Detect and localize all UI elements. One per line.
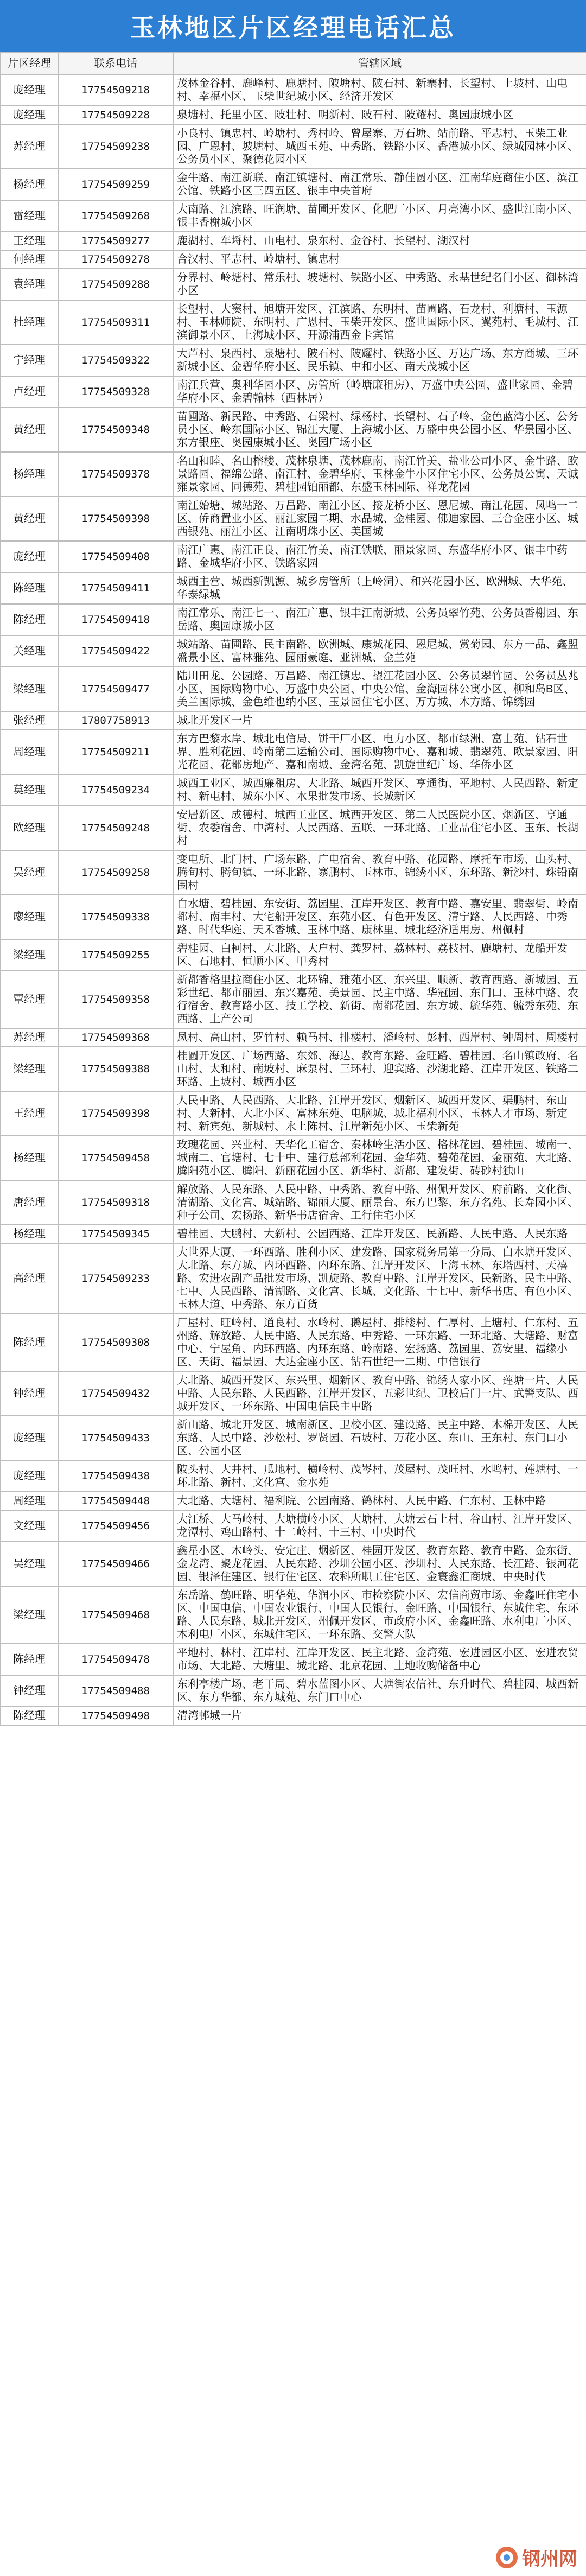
manager-cell: 黄经理: [1, 497, 58, 541]
manager-cell: 周经理: [1, 1492, 58, 1510]
area-cell: 大北路、大塘村、福利院、公园南路、鹤林村、人民中路、仁东村、玉林中路: [173, 1492, 586, 1510]
manager-cell: 庞经理: [1, 541, 58, 573]
table-row: [1, 1028, 586, 1047]
table-row: [1, 1416, 586, 1460]
manager-cell: 梁经理: [1, 1047, 58, 1091]
table-row: [1, 895, 586, 939]
table-header-row: [1, 53, 586, 74]
phone-cell: 17754509398: [58, 1091, 173, 1136]
phone-cell: 17754509468: [58, 1586, 173, 1644]
area-cell: 东利亭楼广场、老干局、碧水蓝图小区、大塘街农信社、东升时代、碧桂园、城西新区、东方华都、东方城苑、东门口中心: [173, 1675, 586, 1707]
area-cell: 厂屋村、旺岭村、道良村、水岭村、鹅屋村、排楼村、仁厚村、上塘村、仁东村、五州路、解放路、人民中路、人民东路、中秀路、一环东路、一环北路、大塘路、财富中心、宁屋角、内环西路、内环东路、岭南路、宏扬路、荔园里、荔安里、福缘小区、天街、福景园、大达金座小区、钻石世纪一二期、中信银行: [173, 1314, 586, 1371]
phone-cell: 17754509322: [58, 345, 173, 376]
phone-cell: 17754509211: [58, 730, 173, 774]
manager-cell: 莫经理: [1, 774, 58, 806]
table-row: [1, 1136, 586, 1180]
header-area: 管辖区域: [173, 53, 586, 74]
table-row: [1, 667, 586, 711]
area-cell: 大芦村、泉西村、泉塘村、陂石村、陂耀村、铁路小区、万达广场、东方商城、三环新城小区、金碧华府小区、民乐镇、中和小区、南天茂城小区: [173, 345, 586, 376]
phone-cell: 17754509456: [58, 1510, 173, 1542]
phone-cell: 17754509338: [58, 895, 173, 939]
manager-cell: 黄经理: [1, 408, 58, 452]
area-cell: 城站路、苗圃路、民主南路、欧洲城、康城花园、恩尼城、赏菊园、东方一品、鑫盟盛景小区、富林雅苑、园丽豪庭、亚洲城、金兰苑: [173, 635, 586, 667]
area-cell: 东岳路、鹤旺路、明华苑、华润小区、市检察院小区、宏信商贸市场、金鑫旺住宅小区、中国电信、中国农业银行、中国人民银行、金旺路、中国银行、东城住宅、东环路、人民东路、城北开发区、州佩开发区、市政府小区、金鑫旺路、水利电厂小区、木利电厂小区、东城住宅区、一环东路、交警大队: [173, 1586, 586, 1644]
table-row: [1, 345, 586, 376]
manager-cell: 何经理: [1, 250, 58, 269]
manager-cell: 钟经理: [1, 1675, 58, 1707]
table-row: [1, 200, 586, 232]
manager-cell: 钟经理: [1, 1371, 58, 1416]
phone-cell: 17754509478: [58, 1644, 173, 1675]
phone-cell: 17754509398: [58, 497, 173, 541]
phone-cell: 17754509348: [58, 408, 173, 452]
phone-cell: 17754509411: [58, 573, 173, 604]
area-cell: 清湾邨城一片: [173, 1707, 586, 1725]
table-row: [1, 1586, 586, 1644]
manager-cell: 覃经理: [1, 971, 58, 1028]
table-row: [1, 232, 586, 250]
phone-cell: 17754509358: [58, 971, 173, 1028]
phone-cell: 17754509368: [58, 1028, 173, 1047]
area-cell: 桂圆开发区、广场西路、东郊、海达、教育东路、金旺路、碧桂园、名山镇政府、名山村、太和村、南坡村、麻泵村、三环村、迎宾路、沙湖北路、江岸开发区、铁路二环路、上坡村、城西小区: [173, 1047, 586, 1091]
table-row: [1, 850, 586, 895]
page-title: 玉林地区片区经理电话汇总: [130, 13, 456, 42]
area-cell: 鑫星小区、木岭头、安定庄、烟新区、桂园开发区、教育东路、教育中路、金东街、金龙湾、聚龙花园、人民东路、沙圳公园小区、沙圳村、人民东路、长江路、银河花园、银泽住建区、银行住宅区、农科所职工住宅区、金寰鑫汇商城、中央时代: [173, 1542, 586, 1586]
table-row: [1, 1510, 586, 1542]
area-cell: 碧桂园、大鹏村、大新村、公园西路、江岸开发区、民新路、人民中路、人民东路: [173, 1225, 586, 1243]
table-row: [1, 1492, 586, 1510]
table-row: [1, 1180, 586, 1225]
phone-cell: 17754509432: [58, 1371, 173, 1416]
area-cell: 南江始塘、城站路、万昌路、南江小区、接龙桥小区、恩尼城、南江花园、凤鸣一二区、侨商置业小区、丽江家园二期、水晶城、金桂园、佛迪家园、三合金座小区、城西银苑、丽江小区、江南明珠小区、美国城: [173, 497, 586, 541]
area-cell: 南江兵营、奥利华园小区、房管所（岭塘廉租房）、万盛中央公园、盛世家园、金碧华府小区、金碧翰林（西林居）: [173, 376, 586, 408]
phone-cell: 17754509255: [58, 939, 173, 971]
table-row: [1, 711, 586, 730]
area-cell: 大北路、城西开发区、东兴里、烟新区、教育中路、锦绣人家小区、莲塘一片、人民中路、人民东路、人民西路、江岸开发区、五彩世纪、卫校后门一片、武警支队、西城开发区、一环东路、中国电信民主中路: [173, 1371, 586, 1416]
table-row: [1, 806, 586, 850]
table-row: [1, 1707, 586, 1725]
phone-cell: 17754509268: [58, 200, 173, 232]
phone-cell: 17754509448: [58, 1492, 173, 1510]
phone-cell: 17754509477: [58, 667, 173, 711]
manager-cell: 杨经理: [1, 452, 58, 497]
header-manager: 片区经理: [1, 53, 58, 74]
table-row: [1, 269, 586, 300]
phone-cell: 17754509311: [58, 300, 173, 345]
area-cell: 玫瑰花园、兴业村、天华化工宿舍、秦林岭生活小区、格林花园、碧桂园、城南一、城南二、官塘村、七十中、建行总部利花园、金华苑、碧苑花园、金丽苑、大北路、腾阳苑小区、腾阳、新丽花园小区、新华村、新都、建发街、砖砂村独山: [173, 1136, 586, 1180]
phone-cell: 17754509422: [58, 635, 173, 667]
area-cell: 安居新区、成德村、城西工业区、城西开发区、第二人民医院小区、烟新区、亨通街、农委宿舍、中湾村、人民西路、五联、一环北路、工业品住宅小区、玉东、长湖村: [173, 806, 586, 850]
phone-cell: 17754509408: [58, 541, 173, 573]
table-row: [1, 106, 586, 124]
area-cell: 鹿湖村、车埒村、山电村、泉东村、金谷村、长望村、湖汉村: [173, 232, 586, 250]
table-row: [1, 635, 586, 667]
manager-cell: 欧经理: [1, 806, 58, 850]
table-row: [1, 541, 586, 573]
manager-cell: 宁经理: [1, 345, 58, 376]
table-row: [1, 250, 586, 269]
manager-cell: 雷经理: [1, 200, 58, 232]
area-cell: 城西主营、城西新凯源、城乡房管所（上岭洞）、和兴花园小区、欧洲城、大华苑、华泰绿城: [173, 573, 586, 604]
phone-cell: 17754509234: [58, 774, 173, 806]
phone-cell: 17807758913: [58, 711, 173, 730]
phone-cell: 17754509418: [58, 604, 173, 635]
manager-cell: 陈经理: [1, 573, 58, 604]
manager-cell: 陈经理: [1, 1644, 58, 1675]
table-row: [1, 497, 586, 541]
area-cell: 茂林金谷村、鹿峰村、鹿塘村、陂塘村、陂石村、新寨村、长望村、上坡村、山电村、幸福小区、玉柴世纪城小区、经济开发区: [173, 74, 586, 106]
table-row: [1, 1243, 586, 1314]
area-cell: 南江常乐、南江七一、南江广惠、银丰江南新城、公务员翠竹苑、公务员香榭园、东岳路、奥园康城小区: [173, 604, 586, 635]
area-cell: 大江桥、大马岭村、大塘横岭小区、大塘村、大塘云石上村、谷山村、江岸开发区、龙潭村、鸡山路村、十二岭村、十三村、中央时代: [173, 1510, 586, 1542]
table-row: [1, 1314, 586, 1371]
manager-cell: 陈经理: [1, 1314, 58, 1371]
table-body: [1, 74, 586, 1725]
area-cell: 白水塘、碧桂园、东安街、荔园里、江岸开发区、教育中路、嘉安里、翡翠街、岭南都村、南丰村、大宅船开发区、东苑小区、有色开发区、清宁路、人民西路、中秀路、时代华庭、天禾香城、玉林中路、康林里、城北经济适用房、州佩村: [173, 895, 586, 939]
area-cell: 金牛路、南江新联、南江镇塘村、南江常乐、静佳圆小区、江南华庭商住小区、滨江公馆、铁路小区三四五区、银丰中央首府: [173, 169, 586, 200]
manager-cell: 高经理: [1, 1243, 58, 1314]
manager-cell: 梁经理: [1, 1586, 58, 1644]
area-cell: 南江广惠、南江正良、南江竹美、南江铁联、丽景家园、东盛华府小区、银丰中药路、金城华府小区、铁路家园: [173, 541, 586, 573]
area-cell: 泉塘村、托里小区、陂壮村、明新村、陂石村、陂耀村、奥园康城小区: [173, 106, 586, 124]
table-row: [1, 169, 586, 200]
manager-cell: 袁经理: [1, 269, 58, 300]
phone-cell: 17754509259: [58, 169, 173, 200]
area-cell: 变电所、北门村、广场东路、广电宿舍、教育中路、花园路、摩托车市场、山头村、腾旬村、腾旬镇、一环北路、寨鹏村、玉林市、锦绣小区、东环路、新沙村、珠铅南围村: [173, 850, 586, 895]
area-cell: 分界村、岭塘村、常乐村、坡塘村、铁路小区、中秀路、永基世纪名门小区、御林湾小区: [173, 269, 586, 300]
manager-cell: 廖经理: [1, 895, 58, 939]
table-row: [1, 300, 586, 345]
manager-cell: 王经理: [1, 232, 58, 250]
manager-cell: 张经理: [1, 711, 58, 730]
table-row: [1, 1675, 586, 1707]
area-cell: 大南路、江滨路、旺润塘、苗圃开发区、化肥厂小区、月亮湾小区、盛世江南小区、银丰香榭城小区: [173, 200, 586, 232]
manager-cell: 吴经理: [1, 850, 58, 895]
table-row: [1, 1047, 586, 1091]
header-phone: 联系电话: [58, 53, 173, 74]
area-cell: 新山路、城北开发区、城南新区、卫校小区、建设路、民主中路、木棉开发区、人民东路、人民中路、沙松村、罗贤园、石坡村、万花小区、东山、王东村、东门口小区、公园小区: [173, 1416, 586, 1460]
table-row: [1, 1542, 586, 1586]
manager-cell: 关经理: [1, 635, 58, 667]
area-cell: 新都香格里拉商住小区、北环锦、雅苑小区、东兴里、顺新、教育西路、新城园、五彩世纪、都市丽园、东兴嘉苑、美景园、民主中路、华冠园、东门口、玉林中路、农行宿舍、教育路小区、技工学校、新街、南都花园、东方城、毓华苑、毓秀东苑、东西路、土产公司: [173, 971, 586, 1028]
manager-cell: 卢经理: [1, 376, 58, 408]
phone-cell: 17754509308: [58, 1314, 173, 1371]
area-cell: 名山和睦、名山榕楼、茂林泉塘、茂林鹿南、南江竹美、盐业公司小区、金牛路、欧景路园、福绵公路、南江村、金碧华府、玉林金牛小区住宅小区、公务员公寓、天诚雍景家园、同德苑、碧桂园铂丽都、东盛玉林国际、祥龙花园: [173, 452, 586, 497]
area-cell: 碧桂园、白柯村、大北路、大户村、龚罗村、荔林村、荔枝村、鹿塘村、龙船开发区、石地村、恒顺小区、甲秀村: [173, 939, 586, 971]
phone-cell: 17754509288: [58, 269, 173, 300]
area-cell: 城北开发区一片: [173, 711, 586, 730]
manager-cell: 文经理: [1, 1510, 58, 1542]
table-row: [1, 408, 586, 452]
phone-cell: 17754509378: [58, 452, 173, 497]
manager-cell: 庞经理: [1, 74, 58, 106]
phone-cell: 17754509388: [58, 1047, 173, 1091]
manager-cell: 梁经理: [1, 939, 58, 971]
manager-cell: 杨经理: [1, 169, 58, 200]
site-logo-icon: [495, 2546, 519, 2569]
phone-cell: 17754509438: [58, 1460, 173, 1492]
phone-cell: 17754509433: [58, 1416, 173, 1460]
area-cell: 大世界大厦、一环西路、胜利小区、建发路、国家税务局第一分局、白水塘开发区、大北路、东方城、内环西路、内环东路、江岸开发区、上海玉林、东塔西村、天禧路、宏进农副产品批发市场、凯旋路、教育中路、江岸开发区、民新路、民主中路、七中、人民西路、清湖路、文化宫、长城、文化路、十七中、新华书店、有色小区、玉林大道、中秀路、东方百货: [173, 1243, 586, 1314]
manager-cell: 陈经理: [1, 1707, 58, 1725]
manager-cell: 唐经理: [1, 1180, 58, 1225]
manager-cell: 梁经理: [1, 667, 58, 711]
area-cell: 凤村、高山村、罗竹村、赖马村、排楼村、潘岭村、彭村、西岸村、钟周村、周楼村: [173, 1028, 586, 1047]
table-row: [1, 939, 586, 971]
phone-cell: 17754509233: [58, 1243, 173, 1314]
manager-cell: 吴经理: [1, 1542, 58, 1586]
table-row: [1, 573, 586, 604]
manager-cell: 杨经理: [1, 1225, 58, 1243]
table-row: [1, 1460, 586, 1492]
table-row: [1, 1091, 586, 1136]
area-cell: 合汉村、平志村、岭塘村、镇忠村: [173, 250, 586, 269]
manager-cell: 庞经理: [1, 1416, 58, 1460]
manager-cell: 庞经理: [1, 106, 58, 124]
watermark-text: 钢州网: [522, 2548, 577, 2570]
phone-cell: 17754509228: [58, 106, 173, 124]
manager-cell: 苏经理: [1, 124, 58, 169]
phone-cell: 17754509345: [58, 1225, 173, 1243]
manager-cell: 王经理: [1, 1091, 58, 1136]
area-cell: 城西工业区、城西廉租房、大北路、城西开发区、亨通街、平地村、人民西路、新定村、新屯村、城东小区、水果批发市场、长城新区: [173, 774, 586, 806]
manager-cell: 杜经理: [1, 300, 58, 345]
manager-table: [0, 52, 586, 1726]
area-cell: 陆川田龙、公园路、万昌路、南江镇忠、望江花园小区、公务员翠竹园、公务员丛兆小区、国际购物中心、万盛中央公园、中央公馆、金海园林公寓小区、柳和岛B区、美兰国际城、金色维也纳小区、玉景园住宅小区、万方城、木方路、锦绣园: [173, 667, 586, 711]
phone-cell: 17754509278: [58, 250, 173, 269]
table-row: [1, 1225, 586, 1243]
table-row: [1, 1371, 586, 1416]
phone-cell: 17754509318: [58, 1180, 173, 1225]
table-row: [1, 971, 586, 1028]
phone-cell: 17754509498: [58, 1707, 173, 1725]
area-cell: 陂头村、大井村、瓜地村、横岭村、茂岑村、茂屋村、茂旺村、水鸣村、莲塘村、一环北路、新村、文化宫、金水苑: [173, 1460, 586, 1492]
phone-cell: 17754509488: [58, 1675, 173, 1707]
table-row: [1, 1644, 586, 1675]
table-row: [1, 452, 586, 497]
phone-cell: 17754509458: [58, 1136, 173, 1180]
watermark: [495, 2544, 577, 2571]
table-row: [1, 774, 586, 806]
area-cell: 平地村、林村、江岸村、江岸开发区、民主北路、金湾苑、宏进园区小区、宏进农贸市场、大北路、大塘里、城北路、北京花园、土地收购储备中心: [173, 1644, 586, 1675]
area-cell: 小良村、镇忠村、岭塘村、秀村岭、曾屋寨、万石塘、站前路、平志村、玉柴工业园、广恩村、坡塘村、城西玉苑、中秀路、铁路小区、香港城小区、绿城园林小区、公务员小区、聚德花园小区: [173, 124, 586, 169]
manager-cell: 庞经理: [1, 1460, 58, 1492]
manager-cell: 苏经理: [1, 1028, 58, 1047]
area-cell: 东方巴黎水岸、城北电信局、饼干厂小区、电力小区、都市绿洲、富士苑、钻石世界、胜利花园、岭南第二运输公司、国际购物中心、嘉和城、翡翠苑、欧景家园、阳光花园、花都房地产、嘉和南城、金湾名苑、凯旋世纪广场、华侨小区: [173, 730, 586, 774]
table-row: [1, 74, 586, 106]
phone-cell: 17754509238: [58, 124, 173, 169]
area-cell: 解放路、人民东路、人民中路、中秀路、教育中路、州佩开发区、府前路、文化街、清湖路、文化宫、城站路、锦丽大厦、丽景台、东方巴黎、东方名苑、长寿园小区、种子公司、宏扬路、新华书店宿舍、工行住宅小区: [173, 1180, 586, 1225]
title-banner: [0, 0, 586, 52]
table-row: [1, 124, 586, 169]
area-cell: 人民中路、人民西路、大北路、江岸开发区、烟新区、城西开发区、渠鹏村、东山村、大新村、大北小区、富林东苑、电脑城、城北福利小区、玉林人才市场、新定村、新宾苑、新城村、永上陈村、江岸新苑小区、玉柴新苑: [173, 1091, 586, 1136]
manager-cell: 周经理: [1, 730, 58, 774]
area-cell: 苗圃路、新民路、中秀路、石梁村、绿杨村、长望村、石子岭、金色蓝湾小区、公务员小区、岭东国际小区、锦江大厦、上海城小区、万盛中央公园小区、华景园小区、东方银座、奥园康城小区、奥园广场小区: [173, 408, 586, 452]
phone-cell: 17754509466: [58, 1542, 173, 1586]
phone-cell: 17754509248: [58, 806, 173, 850]
table-row: [1, 730, 586, 774]
phone-cell: 17754509328: [58, 376, 173, 408]
phone-cell: 17754509258: [58, 850, 173, 895]
table-row: [1, 604, 586, 635]
manager-cell: 陈经理: [1, 604, 58, 635]
area-cell: 长望村、大窦村、旭塘开发区、江滨路、东明村、苗圃路、石龙村、利塘村、玉源村、玉林师院、东明村、广恩村、玉柴开发区、盛世国际小区、翼苑村、毛城村、江滨御景小区、上海城小区、开源浦西金卡宾馆: [173, 300, 586, 345]
table-row: [1, 376, 586, 408]
phone-cell: 17754509218: [58, 74, 173, 106]
phone-cell: 17754509277: [58, 232, 173, 250]
manager-cell: 杨经理: [1, 1136, 58, 1180]
